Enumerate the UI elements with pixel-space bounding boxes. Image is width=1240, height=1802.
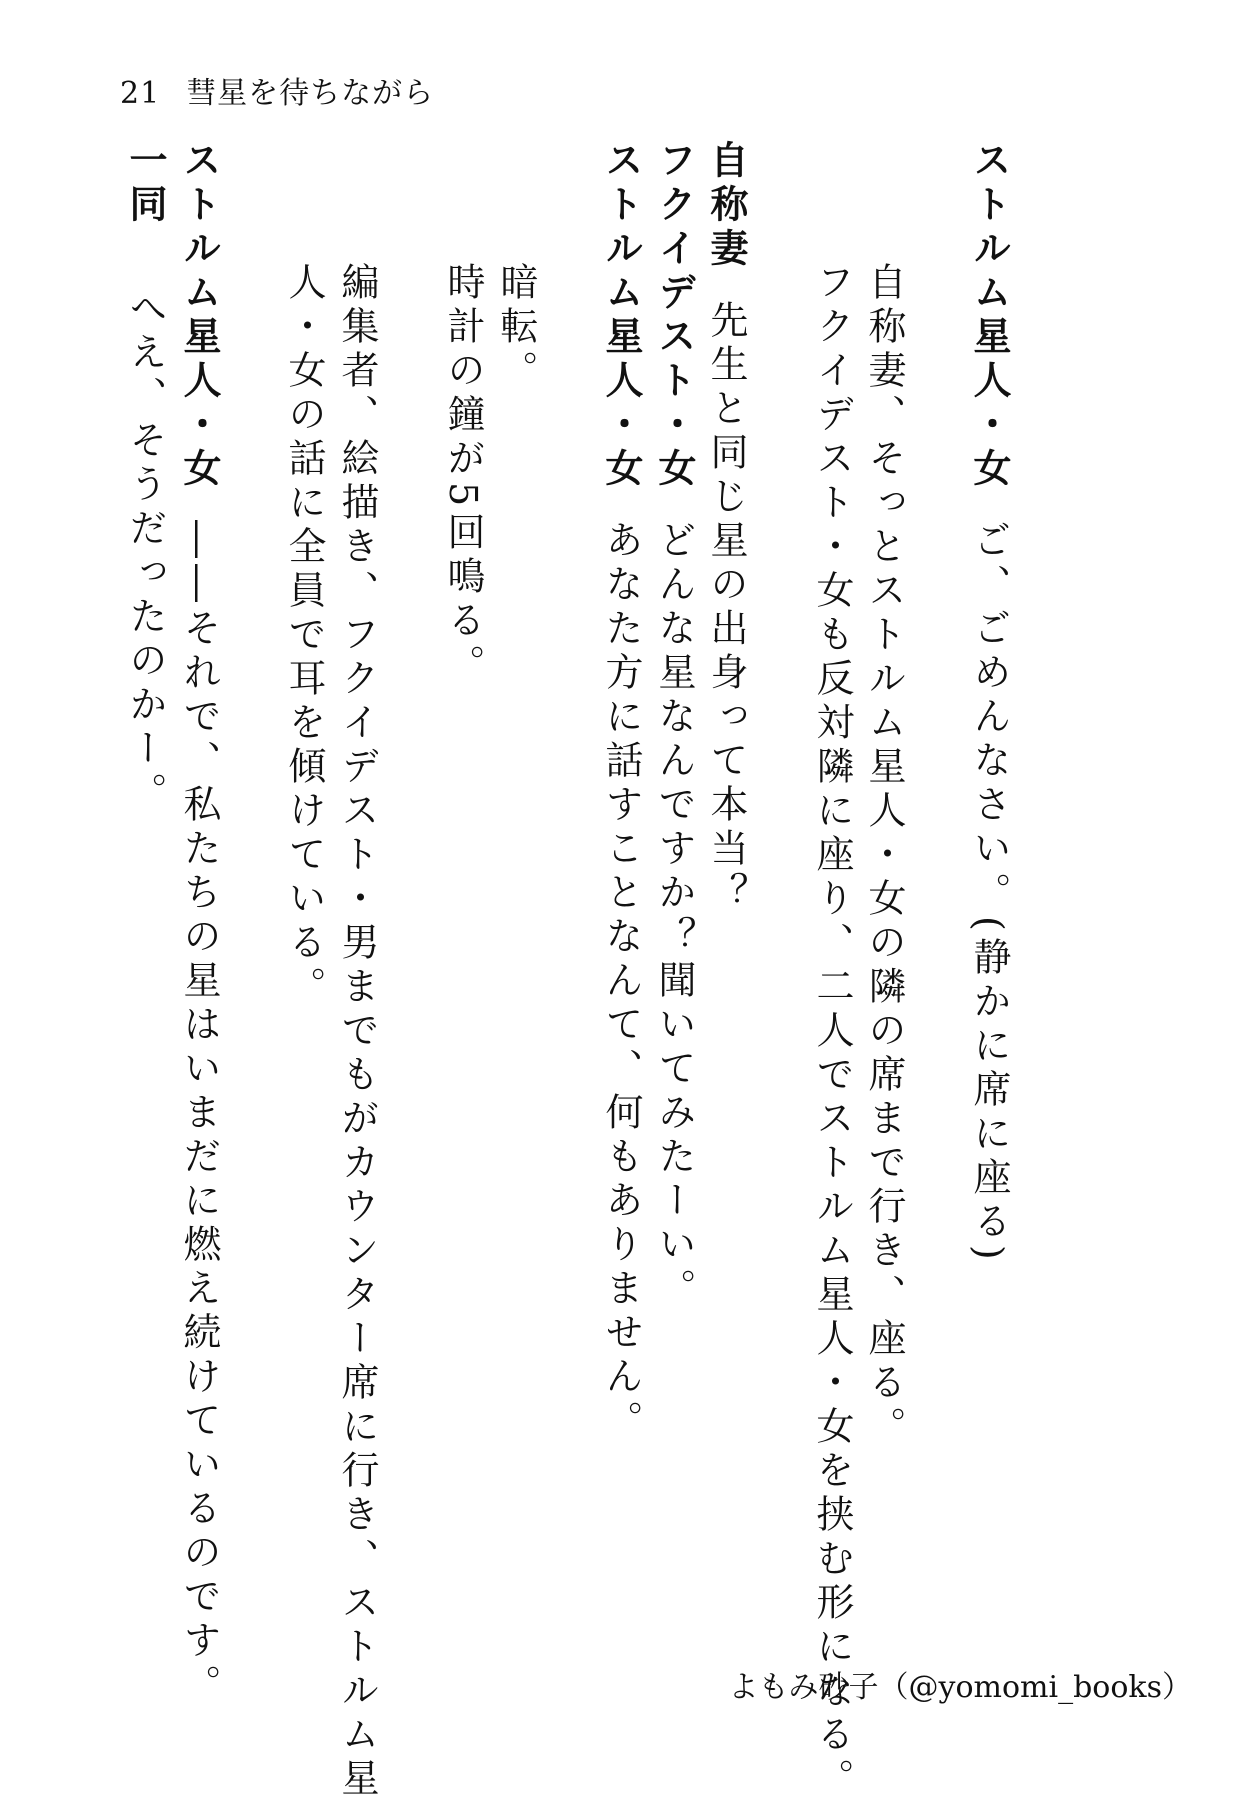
- work-title: 彗星を待ちながら: [186, 76, 435, 111]
- page-header: [120, 68, 434, 112]
- speaker-name: フクイデスト・女: [652, 140, 696, 492]
- stage-direction-text: 自称妻、そっとストルム星人・女の隣の席まで行き、座る。: [862, 262, 906, 1450]
- stage-direction: [441, 262, 485, 689]
- stage-direction: [282, 262, 326, 1010]
- dialogue-text: ――それで、私たちの星はいまだに燃え続けているのです。: [177, 520, 221, 1708]
- page-number: 21: [120, 76, 161, 111]
- stage-direction: [335, 262, 379, 1802]
- dialogue-text: へえ、そうだったのかー。: [123, 288, 167, 816]
- stage-direction-text: 編集者、絵描き、フクイデスト・男までもがカウンター席に行き、ストルム星: [335, 262, 379, 1802]
- dialogue-line: [599, 140, 643, 1444]
- dialogue-text: あなた方に話すことなんて、何もありません。: [599, 520, 643, 1444]
- stage-direction: [810, 262, 854, 1802]
- dialogue-line: [967, 140, 1011, 1266]
- author-credit: よもみ砂子（@yomomi_books）: [728, 1670, 1192, 1705]
- speaker-name: ストルム星人・女: [599, 140, 643, 492]
- dialogue-text: どんな星なんですか？聞いてみたーい。: [652, 520, 696, 1312]
- dialogue-line: [652, 140, 696, 1312]
- speaker-name: 自称妻: [704, 140, 748, 272]
- speaker-name: 一同: [123, 140, 167, 228]
- dialogue-line: [123, 140, 167, 816]
- dialogue-line: [704, 140, 748, 916]
- stage-direction-text: 暗転。: [494, 262, 538, 394]
- dialogue-text: ご、ごめんなさい。(静かに席に座る): [967, 520, 1011, 1266]
- speaker-name: ストルム星人・女: [967, 140, 1011, 492]
- stage-direction-text: フクイデスト・女も反対隣に座り、二人でストルム星人・女を挟む形になる。: [810, 262, 854, 1802]
- stage-direction-text: 時計の鐘が5回鳴る。: [441, 262, 485, 689]
- stage-direction-text: 人・女の話に全員で耳を傾けている。: [282, 262, 326, 1010]
- stage-direction: [494, 262, 538, 394]
- stage-direction: [862, 262, 906, 1450]
- speaker-name: ストルム星人・女: [177, 140, 221, 492]
- dialogue-text: 先生と同じ星の出身って本当？: [704, 300, 748, 916]
- dialogue-line: [177, 140, 221, 1708]
